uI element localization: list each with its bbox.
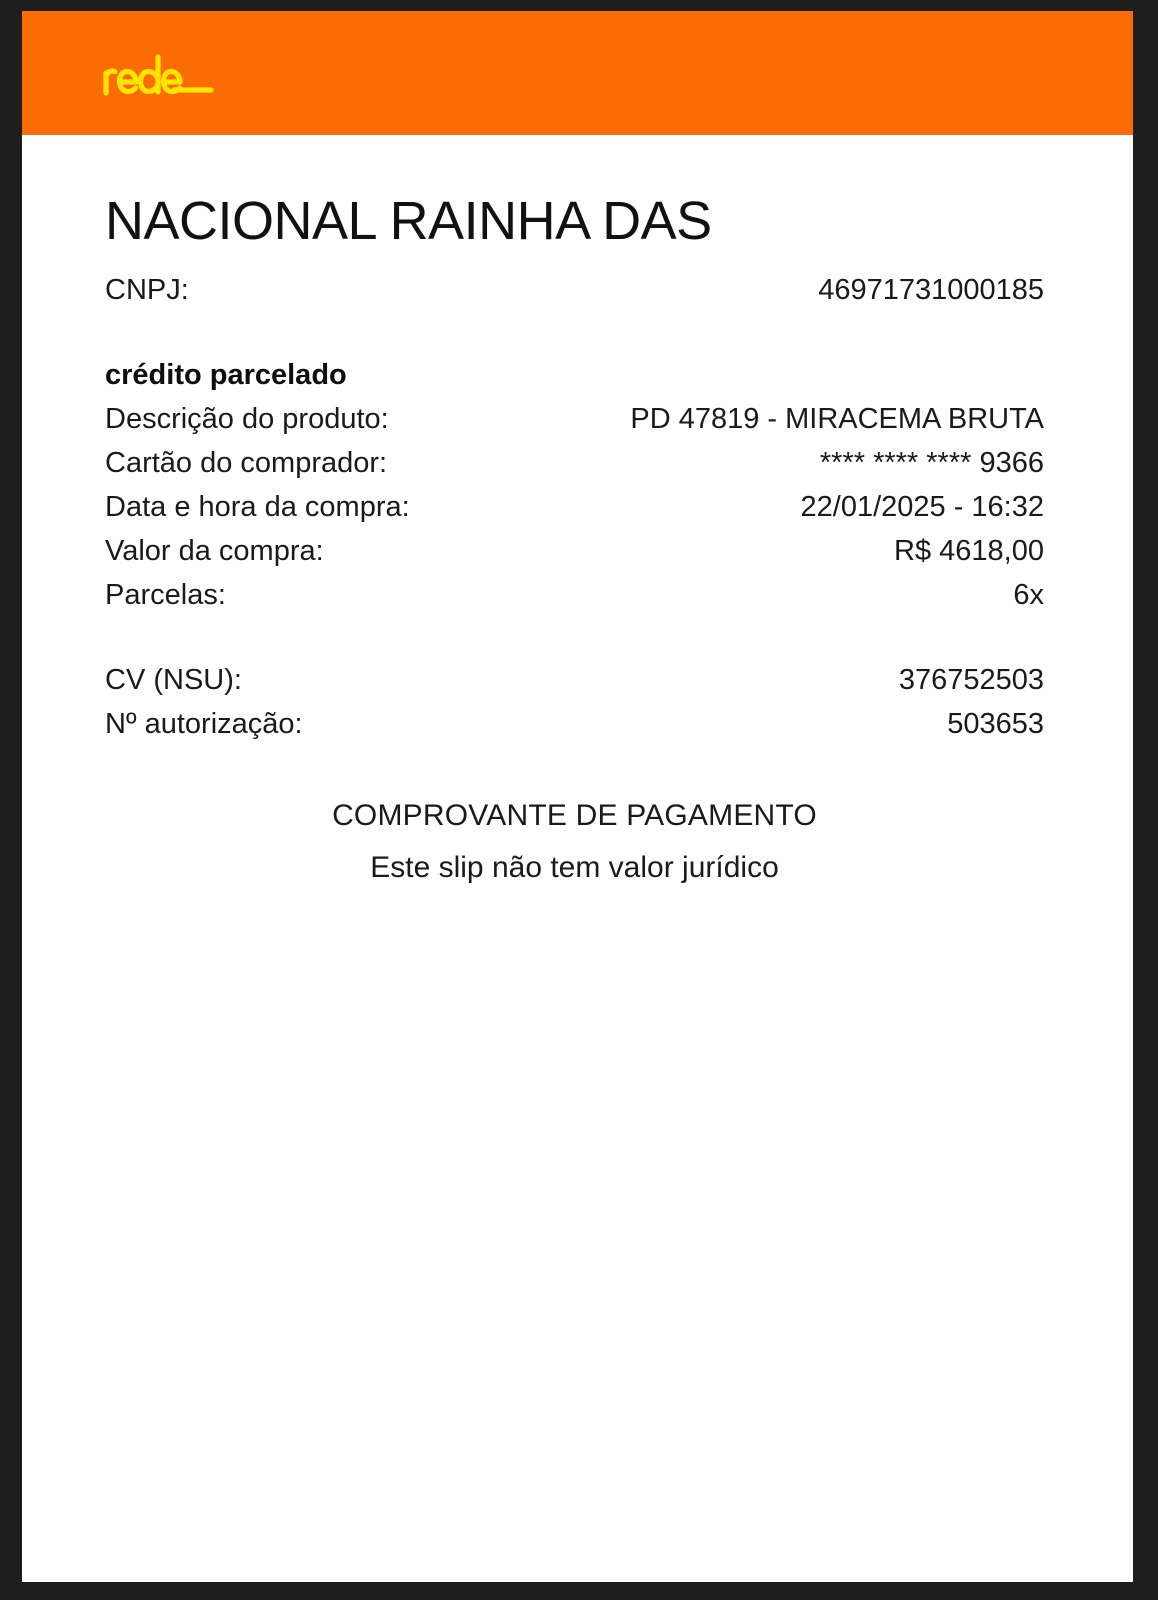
row-label: Cartão do comprador: (105, 446, 388, 479)
row-label: Nº autorização: (105, 707, 303, 740)
footer-disclaimer: Este slip não tem valor jurídico (370, 850, 779, 884)
table-row (105, 702, 1044, 746)
row-label: Data e hora da compra: (105, 490, 410, 523)
brand-header (22, 11, 1133, 135)
cnpj-value: 46971731000185 (818, 273, 1044, 306)
merchant-name: NACIONAL RAINHA DAS (105, 191, 712, 251)
row-value: 503653 (947, 707, 1044, 740)
receipt-paper (22, 11, 1133, 1582)
row-value: 22/01/2025 - 16:32 (800, 490, 1044, 523)
table-row (105, 529, 1044, 573)
table-row (105, 573, 1044, 617)
footer-title: COMPROVANTE DE PAGAMENTO (332, 798, 817, 832)
row-value: **** **** **** 9366 (819, 446, 1044, 479)
row-value: PD 47819 - MIRACEMA BRUTA (630, 402, 1044, 435)
cnpj-label: CNPJ: (105, 273, 189, 306)
row-label: Parcelas: (105, 578, 226, 611)
table-row (105, 658, 1044, 702)
table-row (105, 485, 1044, 529)
cnpj-row (105, 268, 1044, 312)
row-value: R$ 4618,00 (894, 534, 1044, 567)
rede-logo-icon (100, 51, 230, 99)
row-label: Descrição do produto: (105, 402, 389, 435)
row-label: Valor da compra: (105, 534, 324, 567)
table-row (105, 441, 1044, 485)
transaction-details (105, 397, 1044, 617)
authorization-details (105, 658, 1044, 746)
table-row (105, 397, 1044, 441)
receipt-footer (105, 790, 1044, 894)
row-label: CV (NSU): (105, 663, 242, 696)
row-value: 6x (1013, 578, 1044, 611)
row-value: 376752503 (898, 663, 1044, 696)
payment-type-label: crédito parcelado (105, 358, 347, 391)
receipt-content (22, 135, 1133, 894)
